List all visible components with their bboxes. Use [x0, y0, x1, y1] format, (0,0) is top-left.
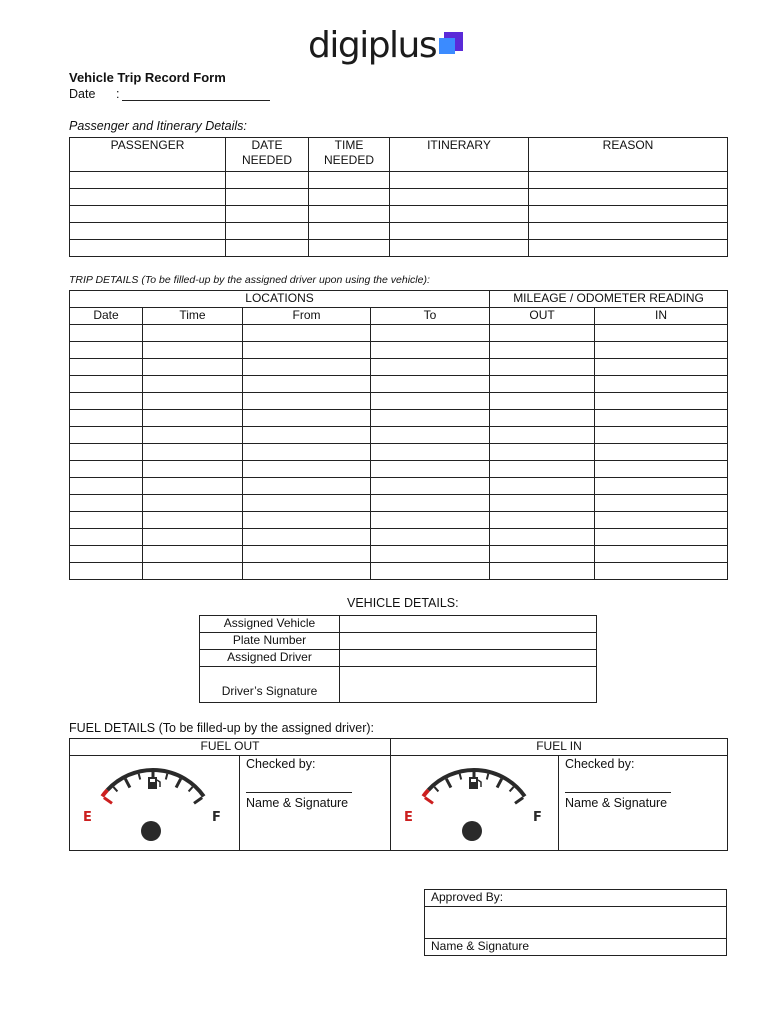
- trip-row: [70, 410, 728, 427]
- assigned-driver-label: Assigned Driver: [200, 650, 340, 667]
- passenger-row: [70, 206, 728, 223]
- trip-cell[interactable]: [70, 546, 143, 563]
- passenger-cell[interactable]: [390, 172, 529, 189]
- trip-row: [70, 495, 728, 512]
- drivers-signature-field[interactable]: [340, 667, 597, 703]
- logo-text: digiplus: [308, 25, 437, 66]
- col-time: Time: [143, 308, 243, 325]
- trip-cell[interactable]: [70, 512, 143, 529]
- fuel-pump-icon: [469, 777, 481, 789]
- trip-cell[interactable]: [490, 444, 595, 461]
- passenger-row: [70, 189, 728, 206]
- trip-cell[interactable]: [490, 376, 595, 393]
- passenger-cell[interactable]: [529, 206, 728, 223]
- trip-row: [70, 512, 728, 529]
- trip-row: [70, 563, 728, 580]
- trip-cell[interactable]: [490, 478, 595, 495]
- gauge-tick: [113, 787, 117, 792]
- trip-cell[interactable]: [243, 444, 371, 461]
- trip-cell[interactable]: [243, 478, 371, 495]
- trip-cell[interactable]: [70, 461, 143, 478]
- trip-cell[interactable]: [143, 342, 243, 359]
- col-to: To: [371, 308, 490, 325]
- trip-cell[interactable]: [490, 529, 595, 546]
- trip-cell[interactable]: [70, 325, 143, 342]
- assigned-vehicle-label: Assigned Vehicle: [200, 616, 340, 633]
- checked-by-label: Checked by:: [246, 757, 316, 771]
- trip-cell[interactable]: [371, 325, 490, 342]
- trip-row: [70, 427, 728, 444]
- trip-cell[interactable]: [371, 461, 490, 478]
- passenger-cell[interactable]: [309, 240, 390, 257]
- approval-table: [424, 889, 727, 956]
- passenger-cell[interactable]: [529, 223, 728, 240]
- trip-cell[interactable]: [243, 461, 371, 478]
- passenger-cell[interactable]: [309, 223, 390, 240]
- trip-cell[interactable]: [243, 410, 371, 427]
- trip-cell[interactable]: [243, 512, 371, 529]
- mileage-group-header: MILEAGE / ODOMETER READING: [490, 291, 728, 308]
- trip-cell[interactable]: [143, 546, 243, 563]
- trip-cell[interactable]: [70, 427, 143, 444]
- date-label: Date: [69, 87, 96, 101]
- trip-cell[interactable]: [243, 546, 371, 563]
- gauge-tick: [165, 774, 167, 780]
- gauge-tick: [424, 798, 432, 804]
- trip-row: [70, 359, 728, 376]
- fuel-table: [69, 738, 728, 851]
- trip-row: [70, 376, 728, 393]
- vehicle-table: [199, 615, 597, 703]
- gauge-tick: [176, 779, 181, 788]
- trip-row: [70, 546, 728, 563]
- passenger-cell[interactable]: [309, 189, 390, 206]
- drivers-signature-label: Driver’s Signature: [200, 667, 340, 703]
- trip-cell[interactable]: [70, 495, 143, 512]
- trip-cell[interactable]: [371, 393, 490, 410]
- trip-cell[interactable]: [143, 427, 243, 444]
- trip-cell[interactable]: [143, 529, 243, 546]
- fuel-out-header: FUEL OUT: [70, 739, 391, 756]
- passenger-row: [70, 240, 728, 257]
- col-itinerary: ITINERARY: [390, 138, 529, 172]
- name-signature-label: Name & Signature: [565, 796, 668, 810]
- passenger-cell[interactable]: [70, 206, 226, 223]
- fuel-in-checked-cell[interactable]: [559, 756, 728, 851]
- passenger-cell[interactable]: [70, 172, 226, 189]
- trip-cell[interactable]: [595, 427, 728, 444]
- gauge-empty-zone: [423, 790, 428, 796]
- name-signature-label: Name & Signature: [246, 796, 349, 810]
- gauge-tick: [509, 787, 513, 792]
- trip-cell[interactable]: [70, 410, 143, 427]
- gauge-tick: [486, 774, 488, 780]
- fuel-gauge-icon: [71, 756, 239, 846]
- col-time-needed: TIME NEEDED: [309, 138, 390, 172]
- fuel-in-gauge-cell[interactable]: [391, 756, 559, 851]
- trip-cell[interactable]: [371, 563, 490, 580]
- col-in: IN: [595, 308, 728, 325]
- col-from: From: [243, 308, 371, 325]
- passenger-table: [69, 137, 728, 257]
- trip-cell[interactable]: [243, 393, 371, 410]
- trip-cell[interactable]: [70, 563, 143, 580]
- trip-cell[interactable]: [70, 376, 143, 393]
- trip-cell[interactable]: [595, 393, 728, 410]
- trip-cell[interactable]: [143, 325, 243, 342]
- trip-cell[interactable]: [490, 512, 595, 529]
- gauge-full-label: F: [532, 810, 542, 825]
- passenger-cell[interactable]: [226, 172, 309, 189]
- trip-cell[interactable]: [371, 529, 490, 546]
- passenger-cell[interactable]: [226, 223, 309, 240]
- trip-cell[interactable]: [70, 359, 143, 376]
- trip-cell[interactable]: [490, 393, 595, 410]
- trip-cell[interactable]: [595, 325, 728, 342]
- trip-cell[interactable]: [243, 359, 371, 376]
- trip-cell[interactable]: [243, 342, 371, 359]
- col-passenger: PASSENGER: [70, 138, 226, 172]
- trip-cell[interactable]: [70, 529, 143, 546]
- gauge-tick: [194, 798, 202, 804]
- trip-cell[interactable]: [595, 444, 728, 461]
- trip-cell[interactable]: [143, 495, 243, 512]
- trip-cell[interactable]: [143, 461, 243, 478]
- fuel-body-row: [70, 756, 728, 851]
- gauge-empty-label: E: [82, 810, 92, 825]
- trip-row: [70, 478, 728, 495]
- trip-cell[interactable]: [371, 478, 490, 495]
- trip-cell[interactable]: [371, 512, 490, 529]
- locations-group-header: LOCATIONS: [70, 291, 490, 308]
- gauge-tick: [459, 774, 461, 780]
- trip-row: [70, 325, 728, 342]
- assigned-vehicle-field[interactable]: [340, 616, 597, 633]
- plate-number-label: Plate Number: [200, 633, 340, 650]
- trip-cell[interactable]: [595, 342, 728, 359]
- checked-by-signature-line[interactable]: [246, 792, 352, 793]
- col-date: Date: [70, 308, 143, 325]
- passenger-cell[interactable]: [390, 223, 529, 240]
- trip-cell[interactable]: [143, 563, 243, 580]
- assigned-driver-field[interactable]: [340, 650, 597, 667]
- passenger-row: [70, 223, 728, 240]
- trip-cell[interactable]: [490, 427, 595, 444]
- passenger-cell[interactable]: [390, 189, 529, 206]
- trip-cell[interactable]: [243, 325, 371, 342]
- trip-table: [69, 290, 728, 580]
- fuel-pump-icon: [148, 777, 160, 789]
- trip-cell[interactable]: [371, 427, 490, 444]
- passenger-cell[interactable]: [309, 206, 390, 223]
- col-reason: REASON: [529, 138, 728, 172]
- gauge-tick: [446, 779, 451, 788]
- trip-cell[interactable]: [70, 393, 143, 410]
- trip-cell[interactable]: [490, 563, 595, 580]
- trip-cell[interactable]: [143, 478, 243, 495]
- passenger-cell[interactable]: [529, 172, 728, 189]
- gauge-tick: [125, 779, 130, 788]
- trip-cell[interactable]: [595, 495, 728, 512]
- date-colon: :: [116, 87, 120, 101]
- vehicle-row: [200, 633, 597, 650]
- gauge-tick: [103, 798, 111, 804]
- trip-cell[interactable]: [371, 546, 490, 563]
- trip-cell[interactable]: [595, 512, 728, 529]
- gauge-tick: [434, 787, 438, 792]
- trip-cell[interactable]: [70, 478, 143, 495]
- passenger-row: [70, 172, 728, 189]
- trip-cell[interactable]: [243, 427, 371, 444]
- col-date-needed: DATE NEEDED: [226, 138, 309, 172]
- trip-cell[interactable]: [243, 563, 371, 580]
- trip-cell[interactable]: [595, 359, 728, 376]
- trip-row: [70, 393, 728, 410]
- trip-cell[interactable]: [595, 563, 728, 580]
- trip-cell[interactable]: [371, 359, 490, 376]
- trip-cell[interactable]: [371, 444, 490, 461]
- col-out: OUT: [490, 308, 595, 325]
- fuel-in-header: FUEL IN: [391, 739, 728, 756]
- trip-group-header-row: [70, 291, 728, 308]
- passenger-section-heading: Passenger and Itinerary Details:: [69, 119, 247, 133]
- trip-cell[interactable]: [371, 376, 490, 393]
- trip-cell[interactable]: [143, 512, 243, 529]
- gauge-tick: [497, 779, 502, 788]
- passenger-cell[interactable]: [390, 240, 529, 257]
- logo-mark-icon: [439, 32, 463, 58]
- passenger-cell[interactable]: [226, 189, 309, 206]
- trip-cell[interactable]: [490, 546, 595, 563]
- trip-section-heading: TRIP DETAILS (To be filled-up by the assigned driver upon using the vehicle):: [69, 274, 430, 286]
- gauge-full-label: F: [211, 810, 221, 825]
- approved-by-signature-field[interactable]: [425, 907, 727, 939]
- trip-cell[interactable]: [143, 393, 243, 410]
- passenger-cell[interactable]: [390, 206, 529, 223]
- passenger-cell[interactable]: [529, 189, 728, 206]
- approval-name-signature-label: Name & Signature: [425, 939, 727, 956]
- passenger-cell[interactable]: [309, 172, 390, 189]
- trip-cell[interactable]: [70, 444, 143, 461]
- trip-cell[interactable]: [595, 478, 728, 495]
- passenger-cell[interactable]: [70, 240, 226, 257]
- gauge-empty-zone: [102, 790, 107, 796]
- digiplus-logo: [308, 26, 463, 70]
- trip-cell[interactable]: [595, 376, 728, 393]
- passenger-cell[interactable]: [70, 223, 226, 240]
- gauge-tick: [515, 798, 523, 804]
- passenger-cell[interactable]: [226, 206, 309, 223]
- trip-cell[interactable]: [595, 529, 728, 546]
- gauge-tick: [138, 774, 140, 780]
- trip-cell[interactable]: [70, 342, 143, 359]
- trip-cell[interactable]: [595, 546, 728, 563]
- passenger-header-row: [70, 138, 728, 172]
- trip-cell[interactable]: [595, 410, 728, 427]
- trip-cell[interactable]: [490, 359, 595, 376]
- date-field[interactable]: [122, 100, 270, 101]
- trip-row: [70, 461, 728, 478]
- trip-cell[interactable]: [490, 461, 595, 478]
- trip-row: [70, 444, 728, 461]
- checked-by-signature-line[interactable]: [565, 792, 671, 793]
- gauge-hub: [462, 821, 482, 841]
- trip-cell[interactable]: [143, 376, 243, 393]
- trip-cell[interactable]: [143, 410, 243, 427]
- vehicle-row: [200, 650, 597, 667]
- passenger-cell[interactable]: [529, 240, 728, 257]
- trip-cell[interactable]: [490, 325, 595, 342]
- trip-cell[interactable]: [371, 410, 490, 427]
- fuel-gauge-icon: [392, 756, 558, 846]
- form-title: Vehicle Trip Record Form: [69, 70, 226, 85]
- vehicle-section-heading: VEHICLE DETAILS:: [347, 596, 459, 610]
- trip-cell[interactable]: [143, 359, 243, 376]
- fuel-section-heading: FUEL DETAILS (To be filled-up by the assigned driver):: [69, 721, 374, 735]
- passenger-cell[interactable]: [226, 240, 309, 257]
- fuel-header-row: [70, 739, 728, 756]
- trip-cell[interactable]: [371, 342, 490, 359]
- trip-cell[interactable]: [490, 342, 595, 359]
- vehicle-row: [200, 616, 597, 633]
- trip-cell[interactable]: [143, 444, 243, 461]
- checked-by-label: Checked by:: [565, 757, 635, 771]
- trip-cell[interactable]: [490, 495, 595, 512]
- gauge-hub: [141, 821, 161, 841]
- fuel-out-gauge-cell[interactable]: [70, 756, 240, 851]
- trip-row: [70, 342, 728, 359]
- approved-by-label: Approved By:: [425, 890, 727, 907]
- passenger-cell[interactable]: [70, 189, 226, 206]
- trip-header-row: [70, 308, 728, 325]
- trip-cell[interactable]: [243, 376, 371, 393]
- trip-cell[interactable]: [371, 495, 490, 512]
- trip-cell[interactable]: [243, 529, 371, 546]
- trip-row: [70, 529, 728, 546]
- trip-cell[interactable]: [490, 410, 595, 427]
- trip-cell[interactable]: [595, 461, 728, 478]
- trip-cell[interactable]: [243, 495, 371, 512]
- gauge-empty-label: E: [403, 810, 413, 825]
- plate-number-field[interactable]: [340, 633, 597, 650]
- vehicle-row: [200, 667, 597, 703]
- fuel-out-checked-cell[interactable]: [240, 756, 391, 851]
- gauge-tick: [188, 787, 192, 792]
